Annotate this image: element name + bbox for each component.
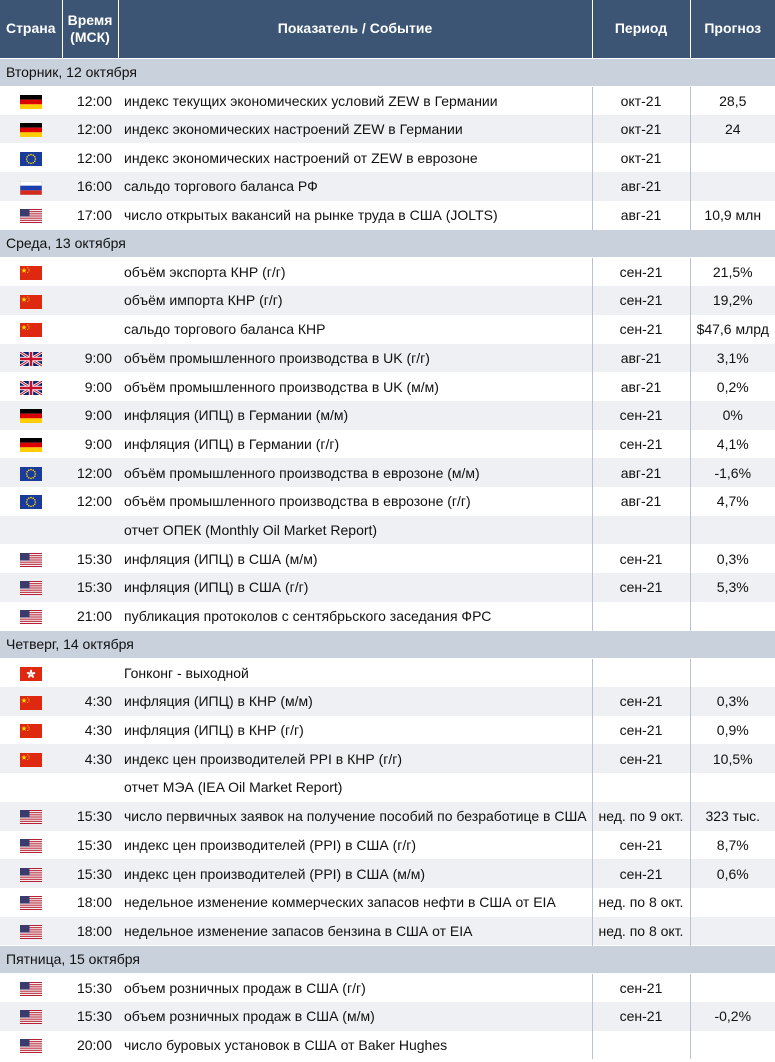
country-cell: [0, 917, 62, 946]
event-time: 12:00: [62, 458, 118, 487]
event-period: сен-21: [592, 401, 690, 430]
country-cell: [0, 658, 62, 687]
header-row: [0, 0, 775, 58]
header-indicator: Показатель / Событие: [118, 0, 592, 58]
germany-flag-icon: [20, 409, 42, 423]
event-time: [62, 658, 118, 687]
usa-flag-icon: [20, 581, 42, 595]
country-cell: [0, 516, 62, 545]
event-time: 15:30: [62, 802, 118, 831]
event-time: [62, 516, 118, 545]
event-name: инфляция (ИПЦ) в КНР (г/г): [118, 716, 592, 745]
day-label: Четверг, 14 октября: [0, 630, 775, 658]
event-name: публикация протоколов с сентябрьского заседания ФРС: [118, 602, 592, 631]
event-time: 9:00: [62, 430, 118, 459]
event-name: число первичных заявок на получение пособий по безработице в США: [118, 802, 592, 831]
event-forecast: [690, 888, 775, 917]
event-name: сальдо торгового баланса КНР: [118, 315, 592, 344]
event-forecast: 0%: [690, 401, 775, 430]
event-period: сен-21: [592, 286, 690, 315]
event-row: [0, 831, 775, 860]
country-cell: [0, 430, 62, 459]
event-row: [0, 917, 775, 946]
event-row: [0, 257, 775, 286]
event-time: 15:30: [62, 1002, 118, 1031]
event-forecast: 19,2%: [690, 286, 775, 315]
event-period: [592, 1031, 690, 1060]
event-name: индекс экономических настроений ZEW в Германии: [118, 115, 592, 144]
event-time: 15:30: [62, 859, 118, 888]
event-period: [592, 516, 690, 545]
usa-flag-icon: [20, 1039, 42, 1053]
event-forecast: 0,3%: [690, 687, 775, 716]
event-row: [0, 658, 775, 687]
event-row: [0, 315, 775, 344]
event-name: число открытых вакансий на рынке труда в США (JOLTS): [118, 201, 592, 230]
event-row: [0, 773, 775, 802]
country-cell: [0, 802, 62, 831]
usa-flag-icon: [20, 896, 42, 910]
country-cell: [0, 602, 62, 631]
event-time: [62, 315, 118, 344]
event-time: [62, 286, 118, 315]
event-forecast: [690, 172, 775, 201]
event-forecast: 4,1%: [690, 430, 775, 459]
event-row: [0, 86, 775, 115]
event-period: сен-21: [592, 716, 690, 745]
usa-flag-icon: [20, 982, 42, 996]
event-name: недельное изменение запасов бензина в США от EIA: [118, 917, 592, 946]
event-name: инфляция (ИПЦ) в КНР (м/м): [118, 687, 592, 716]
event-time: [62, 257, 118, 286]
event-row: [0, 602, 775, 631]
usa-flag-icon: [20, 553, 42, 567]
event-row: [0, 286, 775, 315]
usa-flag-icon: [20, 1010, 42, 1024]
country-cell: [0, 487, 62, 516]
event-time: 21:00: [62, 602, 118, 631]
event-period: сен-21: [592, 544, 690, 573]
event-forecast: 28,5: [690, 86, 775, 115]
event-period: сен-21: [592, 1002, 690, 1031]
country-cell: [0, 115, 62, 144]
header-time: [62, 0, 118, 58]
event-forecast: [690, 516, 775, 545]
event-period: авг-21: [592, 344, 690, 373]
event-period: нед. по 9 окт.: [592, 802, 690, 831]
country-cell: [0, 831, 62, 860]
country-cell: [0, 372, 62, 401]
uk-flag-icon: [20, 352, 42, 366]
event-forecast: 10,9 млн: [690, 201, 775, 230]
country-cell: [0, 172, 62, 201]
event-forecast: [690, 917, 775, 946]
country-cell: [0, 257, 62, 286]
event-period: нед. по 8 окт.: [592, 917, 690, 946]
event-period: сен-21: [592, 859, 690, 888]
day-header-row: [0, 945, 775, 973]
event-forecast: -1,6%: [690, 458, 775, 487]
event-name: объём промышленного производства в еврозоне (м/м): [118, 458, 592, 487]
event-period: окт-21: [592, 86, 690, 115]
event-forecast: 3,1%: [690, 344, 775, 373]
event-period: авг-21: [592, 458, 690, 487]
china-flag-icon: [20, 753, 42, 767]
day-label: Вторник, 12 октября: [0, 58, 775, 86]
day-label: Пятница, 15 октября: [0, 945, 775, 973]
event-row: [0, 859, 775, 888]
event-name: объём промышленного производства в UK (г/г): [118, 344, 592, 373]
event-row: [0, 401, 775, 430]
germany-flag-icon: [20, 95, 42, 109]
event-forecast: 4,7%: [690, 487, 775, 516]
event-period: нед. по 8 окт.: [592, 888, 690, 917]
event-period: [592, 602, 690, 631]
event-forecast: 21,5%: [690, 257, 775, 286]
event-forecast: 0,6%: [690, 859, 775, 888]
event-period: [592, 773, 690, 802]
event-name: индекс цен производителей (PPI) в США (м/м): [118, 859, 592, 888]
country-cell: [0, 716, 62, 745]
country-cell: [0, 143, 62, 172]
china-flag-icon: [20, 266, 42, 280]
event-name: объём промышленного производства в UK (м/м): [118, 372, 592, 401]
event-row: [0, 973, 775, 1002]
event-name: отчет МЭА (IEA Oil Market Report): [118, 773, 592, 802]
event-period: сен-21: [592, 744, 690, 773]
country-cell: [0, 1002, 62, 1031]
event-name: индекс экономических настроений от ZEW в еврозоне: [118, 143, 592, 172]
event-row: [0, 344, 775, 373]
usa-flag-icon: [20, 868, 42, 882]
event-period: сен-21: [592, 831, 690, 860]
russia-flag-icon: [20, 181, 42, 195]
event-row: [0, 172, 775, 201]
hong-kong-flag-icon: [20, 667, 42, 681]
event-row: [0, 744, 775, 773]
header-country: Страна: [0, 0, 62, 58]
usa-flag-icon: [20, 925, 42, 939]
event-forecast: [690, 773, 775, 802]
event-time: 4:30: [62, 716, 118, 745]
event-period: сен-21: [592, 315, 690, 344]
uk-flag-icon: [20, 381, 42, 395]
country-cell: [0, 573, 62, 602]
event-time: 12:00: [62, 115, 118, 144]
event-name: объём промышленного производства в еврозоне (г/г): [118, 487, 592, 516]
event-row: [0, 716, 775, 745]
eu-flag-icon: [20, 152, 42, 166]
event-time: 20:00: [62, 1031, 118, 1060]
event-forecast: [690, 973, 775, 1002]
event-period: авг-21: [592, 372, 690, 401]
eu-flag-icon: [20, 495, 42, 509]
event-name: индекс цен производителей PPI в КНР (г/г): [118, 744, 592, 773]
event-forecast: [690, 658, 775, 687]
event-row: [0, 372, 775, 401]
event-name: индекс текущих экономических условий ZEW в Германии: [118, 86, 592, 115]
event-row: [0, 430, 775, 459]
event-row: [0, 573, 775, 602]
country-cell: [0, 286, 62, 315]
country-cell: [0, 1031, 62, 1060]
country-cell: [0, 458, 62, 487]
event-time: 4:30: [62, 687, 118, 716]
event-period: авг-21: [592, 487, 690, 516]
event-row: [0, 687, 775, 716]
event-forecast: $47,6 млрд: [690, 315, 775, 344]
event-name: объём импорта КНР (г/г): [118, 286, 592, 315]
germany-flag-icon: [20, 438, 42, 452]
event-row: [0, 201, 775, 230]
event-row: [0, 115, 775, 144]
country-cell: [0, 344, 62, 373]
event-row: [0, 516, 775, 545]
event-time: 4:30: [62, 744, 118, 773]
country-cell: [0, 315, 62, 344]
header-time-line1: Время: [67, 11, 113, 28]
event-time: 17:00: [62, 201, 118, 230]
china-flag-icon: [20, 295, 42, 309]
event-row: [0, 1031, 775, 1060]
event-name: число буровых установок в США от Baker Hughes: [118, 1031, 592, 1060]
event-period: [592, 658, 690, 687]
eu-flag-icon: [20, 467, 42, 481]
event-forecast: 5,3%: [690, 573, 775, 602]
country-cell: [0, 544, 62, 573]
event-name: инфляция (ИПЦ) в США (м/м): [118, 544, 592, 573]
china-flag-icon: [20, 696, 42, 710]
day-header-row: [0, 229, 775, 257]
country-cell: [0, 773, 62, 802]
event-forecast: 0,2%: [690, 372, 775, 401]
event-period: сен-21: [592, 973, 690, 1002]
event-forecast: 24: [690, 115, 775, 144]
event-forecast: 0,3%: [690, 544, 775, 573]
event-period: сен-21: [592, 687, 690, 716]
event-forecast: [690, 1031, 775, 1060]
event-period: авг-21: [592, 201, 690, 230]
country-cell: [0, 744, 62, 773]
event-name: инфляция (ИПЦ) в Германии (г/г): [118, 430, 592, 459]
event-time: 12:00: [62, 143, 118, 172]
event-name: объем розничных продаж в США (м/м): [118, 1002, 592, 1031]
event-name: объём экспорта КНР (г/г): [118, 257, 592, 286]
country-cell: [0, 201, 62, 230]
event-time: 15:30: [62, 831, 118, 860]
event-forecast: -0,2%: [690, 1002, 775, 1031]
event-time: 18:00: [62, 917, 118, 946]
event-name: объем розничных продаж в США (г/г): [118, 973, 592, 1002]
event-time: 15:30: [62, 573, 118, 602]
country-cell: [0, 86, 62, 115]
event-time: 12:00: [62, 86, 118, 115]
header-time-line2: (МСК): [70, 28, 110, 45]
event-name: недельное изменение коммерческих запасов нефти в США от EIA: [118, 888, 592, 917]
event-period: окт-21: [592, 115, 690, 144]
event-name: сальдо торгового баланса РФ: [118, 172, 592, 201]
event-period: сен-21: [592, 257, 690, 286]
event-forecast: 8,7%: [690, 831, 775, 860]
usa-flag-icon: [20, 810, 42, 824]
header-forecast: Прогноз: [690, 0, 775, 58]
day-label: Среда, 13 октября: [0, 229, 775, 257]
event-row: [0, 487, 775, 516]
event-time: 16:00: [62, 172, 118, 201]
event-forecast: [690, 143, 775, 172]
header-period: Период: [592, 0, 690, 58]
event-period: авг-21: [592, 172, 690, 201]
event-row: [0, 1002, 775, 1031]
event-time: 15:30: [62, 544, 118, 573]
event-row: [0, 458, 775, 487]
event-time: 15:30: [62, 973, 118, 1002]
country-cell: [0, 859, 62, 888]
germany-flag-icon: [20, 123, 42, 137]
event-period: сен-21: [592, 430, 690, 459]
event-name: инфляция (ИПЦ) в Германии (м/м): [118, 401, 592, 430]
event-time: 9:00: [62, 401, 118, 430]
usa-flag-icon: [20, 610, 42, 624]
event-time: 9:00: [62, 372, 118, 401]
day-header-row: [0, 630, 775, 658]
event-forecast: [690, 602, 775, 631]
china-flag-icon: [20, 724, 42, 738]
event-time: 9:00: [62, 344, 118, 373]
event-time: [62, 773, 118, 802]
event-forecast: 10,5%: [690, 744, 775, 773]
event-name: инфляция (ИПЦ) в США (г/г): [118, 573, 592, 602]
event-row: [0, 888, 775, 917]
event-name: индекс цен производителей (PPI) в США (г/г): [118, 831, 592, 860]
event-forecast: 0,9%: [690, 716, 775, 745]
event-name: Гонконг - выходной: [118, 658, 592, 687]
event-row: [0, 802, 775, 831]
country-cell: [0, 973, 62, 1002]
country-cell: [0, 687, 62, 716]
event-row: [0, 143, 775, 172]
day-header-row: [0, 58, 775, 86]
usa-flag-icon: [20, 839, 42, 853]
event-forecast: 323 тыс.: [690, 802, 775, 831]
event-name: отчет ОПЕК (Monthly Oil Market Report): [118, 516, 592, 545]
event-time: 12:00: [62, 487, 118, 516]
event-time: 18:00: [62, 888, 118, 917]
country-cell: [0, 888, 62, 917]
usa-flag-icon: [20, 209, 42, 223]
china-flag-icon: [20, 323, 42, 337]
event-row: [0, 544, 775, 573]
event-period: сен-21: [592, 573, 690, 602]
event-period: окт-21: [592, 143, 690, 172]
country-cell: [0, 401, 62, 430]
